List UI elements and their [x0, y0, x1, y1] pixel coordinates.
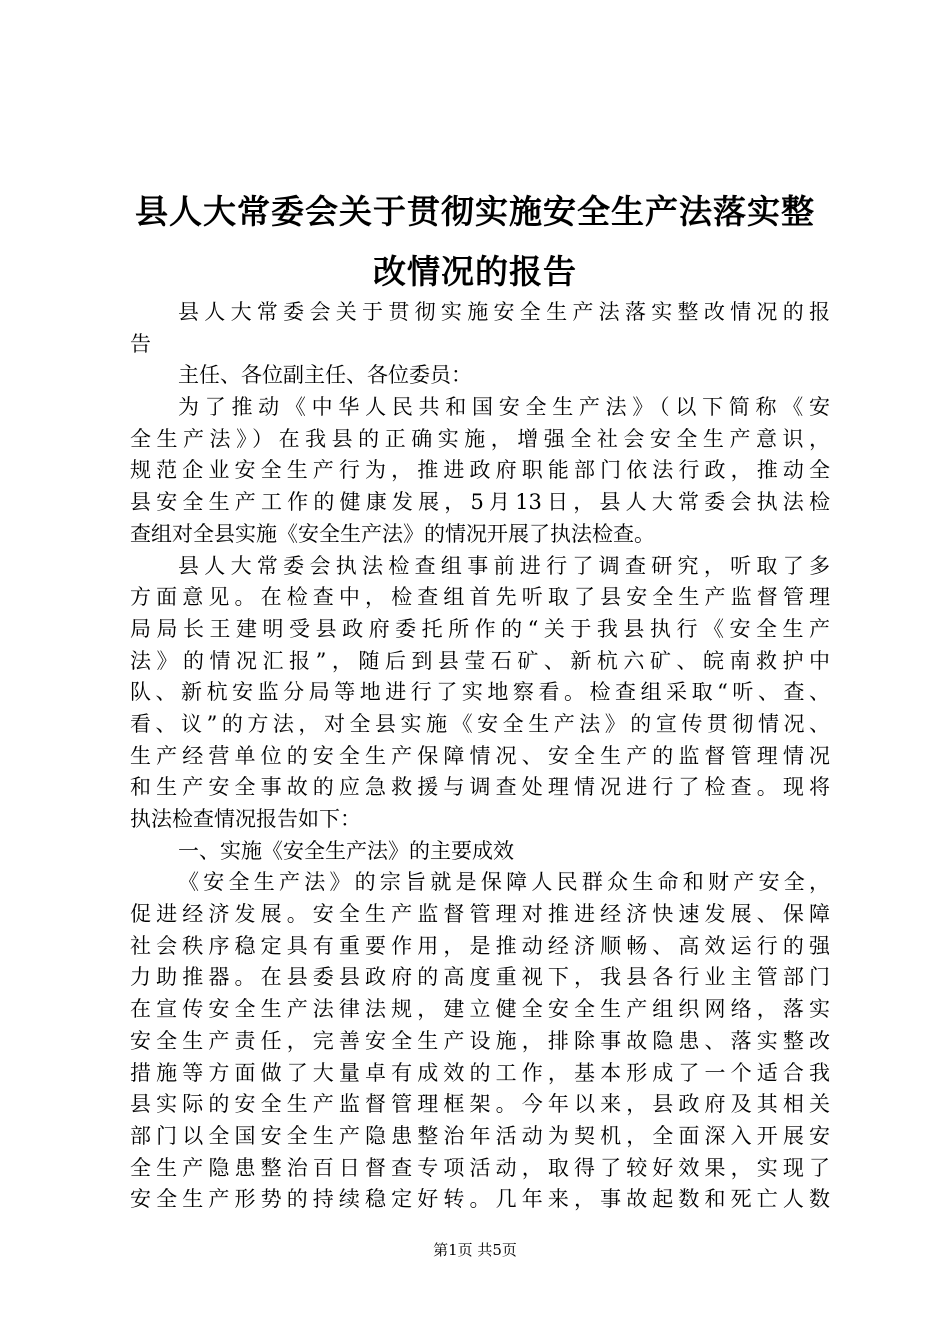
- body-line: 在宣传安全生产法律法规，建立健全安全生产组织网络，落实: [130, 997, 830, 1022]
- body-line: 主任、各位副主任、各位委员：: [178, 363, 472, 388]
- document-body: [130, 297, 830, 1216]
- body-line: 全生产隐患整治百日督查专项活动，取得了较好效果，实现了: [130, 1155, 830, 1180]
- body-line: 县安全生产工作的健康发展，5月13日，县人大常委会执法检: [130, 490, 830, 515]
- body-line: 社会秩序稳定具有重要作用，是推动经济顺畅、高效运行的强: [130, 933, 830, 958]
- title-line: 县人大常委会关于贯彻实施安全生产法落实整: [135, 192, 815, 231]
- body-line: 队、新杭安监分局等地进行了实地察看。检查组采取“听、查、: [130, 680, 830, 705]
- body-line: 措施等方面做了大量卓有成效的工作，基本形成了一个适合我: [130, 1060, 830, 1085]
- body-line: 为了推动《中华人民共和国安全生产法》（以下简称《安: [178, 395, 830, 420]
- body-line: 县人大常委会执法检查组事前进行了调查研究，听取了多: [178, 553, 830, 578]
- body-line: 《安全生产法》的宗旨就是保障人民群众生命和财产安全，: [178, 870, 830, 895]
- body-line: 查组对全县实施《安全生产法》的情况开展了执法检查。: [130, 521, 655, 546]
- title-line: 改情况的报告: [373, 252, 577, 291]
- body-line: 和生产安全事故的应急救援与调查处理情况进行了检查。现将: [130, 775, 830, 800]
- body-line: 生产经营单位的安全生产保障情况、安全生产的监督管理情况: [130, 743, 830, 768]
- body-line: 告: [130, 331, 151, 356]
- body-line: 安全生产责任，完善安全生产设施，排除事故隐患、落实整改: [130, 1028, 830, 1053]
- body-line: 方面意见。在检查中，检查组首先听取了县安全生产监督管理: [130, 585, 830, 610]
- body-line: 力助推器。在县委县政府的高度重视下，我县各行业主管部门: [130, 965, 830, 990]
- body-line: 全生产法》）在我县的正确实施，增强全社会安全生产意识，: [130, 426, 830, 451]
- body-line: 看、议”的方法，对全县实施《安全生产法》的宣传贯彻情况、: [130, 711, 830, 736]
- body-line: 安全生产形势的持续稳定好转。几年来，事故起数和死亡人数: [130, 1187, 830, 1212]
- page-footer: 第1页 共5页: [433, 1241, 517, 1259]
- body-line: 法》的情况汇报”，随后到县莹石矿、新杭六矿、皖南救护中: [130, 648, 830, 673]
- body-line: 县实际的安全生产监督管理框架。今年以来，县政府及其相关: [130, 1092, 830, 1117]
- body-line: 执法检查情况报告如下：: [130, 807, 361, 831]
- body-line: 局局长王建明受县政府委托所作的“关于我县执行《安全生产: [130, 616, 830, 641]
- body-line: 部门以全国安全生产隐患整治年活动为契机，全面深入开展安: [130, 1123, 830, 1148]
- document-title: [110, 182, 840, 302]
- body-line: 一、实施《安全生产法》的主要成效: [178, 838, 514, 863]
- body-line: 促进经济发展。安全生产监督管理对推进经济快速发展、保障: [130, 902, 830, 927]
- body-line: 县人大常委会关于贯彻实施安全生产法落实整改情况的报: [178, 300, 830, 324]
- body-line: 规范企业安全生产行为，推进政府职能部门依法行政，推动全: [130, 458, 830, 483]
